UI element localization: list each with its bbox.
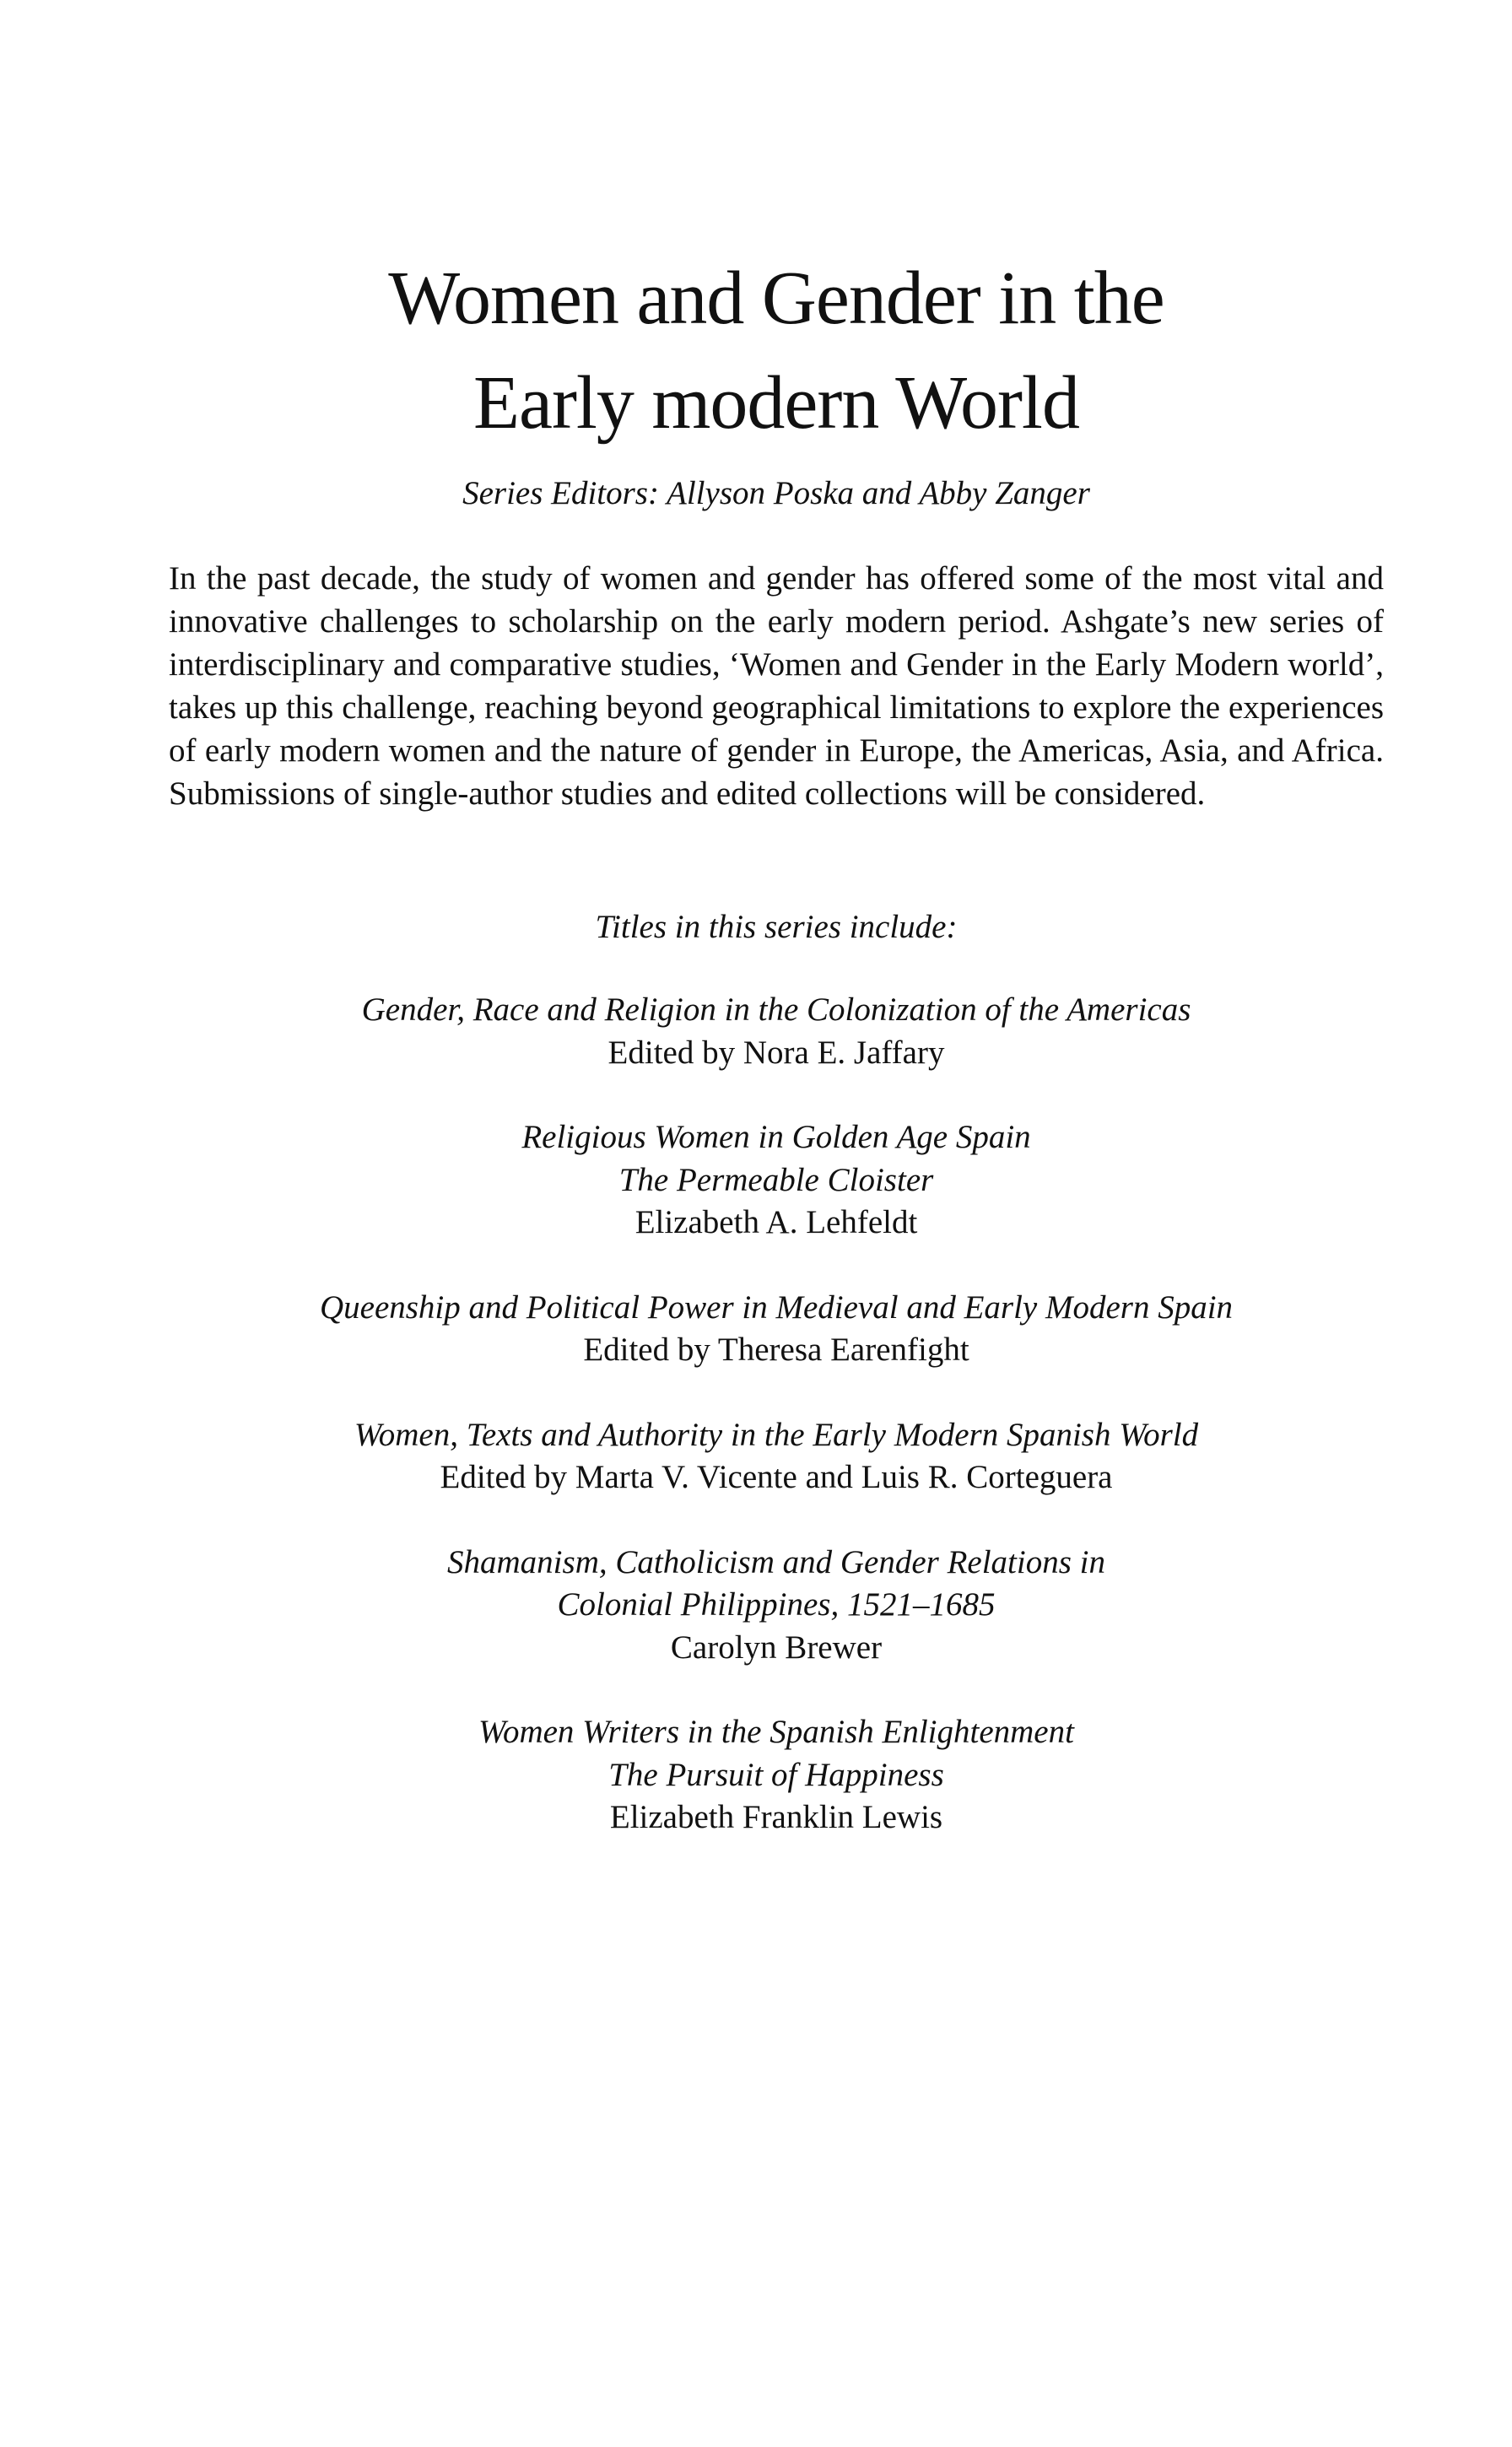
series-title: [169, 246, 1384, 456]
book-title: Women, Texts and Authority in the Early Modern Spanish World: [354, 1416, 1199, 1453]
book-subtitle: The Pursuit of Happiness: [608, 1756, 944, 1793]
book-subtitle: The Permeable Cloister: [618, 1161, 934, 1198]
book-author: Elizabeth Franklin Lewis: [609, 1799, 943, 1835]
book-entry: [169, 1287, 1384, 1372]
book-author: Edited by Marta V. Vicente and Luis R. Corteguera: [440, 1459, 1113, 1495]
book-title: Women Writers in the Spanish Enlightenment: [478, 1714, 1074, 1750]
book-entry: [169, 1414, 1384, 1499]
book-entry: [169, 989, 1384, 1074]
book-list: [169, 989, 1384, 1882]
series-description: In the past decade, the study of women and gender has offered some of the most vital and innovative challenges to scholarship on the early modern period. Ashgate’s new series of interdisciplinary and comparative studies, ‘Women and Gender in the Early Modern world’, takes up this challenge, reaching beyond geographical limitations to explore the experiences of early modern women and the nature of gender in Europe, the Americas, Asia, and Africa. Submissions of single-author studies and edited collections will be considered.: [169, 560, 1384, 812]
book-title: Queenship and Political Power in Medieval and Early Modern Spain: [319, 1288, 1234, 1326]
book-entry: [169, 1116, 1384, 1245]
book-author: Edited by Theresa Earenfight: [583, 1332, 969, 1368]
series-editors: Series Editors: Allyson Poska and Abby Zanger: [462, 475, 1090, 511]
book-title: Religious Women in Golden Age Spain: [521, 1119, 1031, 1155]
book-subtitle: Colonial Philippines, 1521–1685: [557, 1586, 996, 1623]
series-title-line-1: Women and Gender in the: [388, 257, 1164, 340]
book-author: Elizabeth A. Lehfeldt: [634, 1204, 918, 1240]
titles-included-heading: Titles in this series include:: [595, 909, 958, 945]
book-title: Shamanism, Catholicism and Gender Relations in: [447, 1543, 1105, 1580]
book-title: Gender, Race and Religion in the Colonization of the Americas: [361, 991, 1191, 1028]
book-author: Edited by Nora E. Jaffary: [608, 1034, 945, 1071]
series-page: [169, 0, 1384, 2447]
series-title-line-2: Early modern World: [473, 361, 1079, 445]
book-author: Carolyn Brewer: [670, 1629, 883, 1666]
book-entry: [169, 1711, 1384, 1839]
book-entry: [169, 1542, 1384, 1670]
